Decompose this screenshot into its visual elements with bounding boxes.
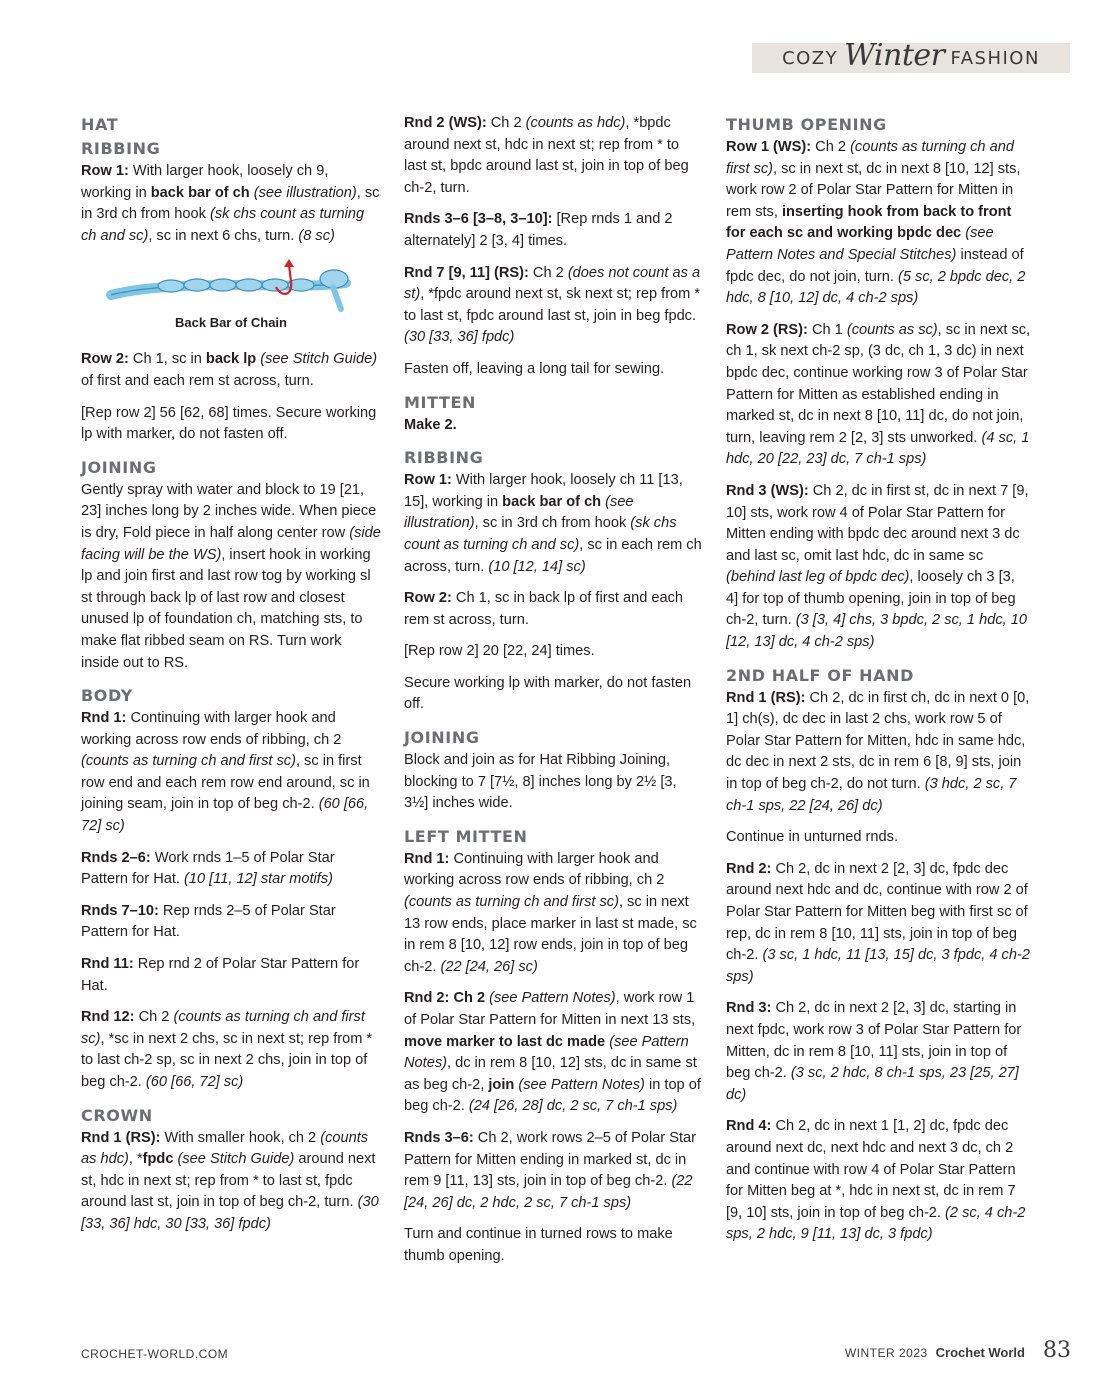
thumb-rnd3: Rnd 3 (WS): Ch 2, dc in first st, dc in next 7 [9, 10] sts, work row 4 of Polar Star Pattern for Mitten ending with bpdc dec around next 3 dc and last sc, omit last hdc, dc in same sc (behind last leg of bpdc dec), loosely ch 3 [3, 4] for top of thumb opening, join in top of beg ch-2, turn. (3 [3, 4] chs, 3 bpdc, 2 sc, 1 hdc, 10 [12, 13] dc, 4 ch-2 sps) (726, 482, 1029, 651)
hat-ribbing-repeat: [Rep row 2] 56 [62, 68] times. Secure working lp with marker, do not fasten off. (81, 404, 377, 443)
mitten-ribbing-repeat: [Rep row 2] 20 [22, 24] times. (404, 643, 595, 660)
column-1 (81, 113, 381, 1246)
hat-ribbing-heading: RIBBING (81, 139, 161, 158)
thumb-opening-heading: THUMB OPENING (726, 115, 887, 134)
body-rnd1: Rnd 1: Continuing with larger hook and working across row ends of ribbing, ch 2 (counts as turning ch and first sc), sc in first row end and each rem row end around, sc in joining seam, join in top of beg ch-2. (60 [66, 72] sc) (81, 710, 370, 835)
crown-fasten-off: Fasten off, leaving a long tail for sewing. (404, 360, 665, 377)
mitten-heading: MITTEN (404, 392, 476, 412)
body-rnd11: Rnd 11: Rep rnd 2 of Polar Star Pattern for Hat. (81, 956, 360, 994)
hand-rnd3: Rnd 3: Ch 2, dc in next 2 [2, 3] dc, starting in next fpdc, work row 3 of Polar Star Pattern for Mitten, dc in rem 8 [10, 11] sts, join in top of beg ch-2. (3 sc, 2 hdc, 8 ch-1 sps, 23 [25, 27] dc) (726, 1000, 1022, 1103)
footer-issue (845, 1338, 1071, 1363)
left-mitten-heading: LEFT MITTEN (404, 826, 528, 846)
crown-rnds-3-6: Rnds 3–6 [3–8, 3–10]: [Rep rnds 1 and 2 alternately] 2 [3, 4] times. (404, 211, 673, 249)
mitten-ribbing-row2: Row 2: Ch 1, sc in back lp of first and each rem st across, turn. (404, 590, 684, 628)
body-rnds-7-10: Rnds 7–10: Rep rnds 2–5 of Polar Star Pattern for Hat. (81, 902, 336, 941)
second-half-heading: 2ND HALF OF HAND (726, 665, 914, 685)
crown-heading: CROWN (81, 1105, 153, 1125)
hand-unturned: Continue in unturned rnds. (726, 829, 898, 846)
mitten-ribbing-secure: Secure working lp with marker, do not fasten off. (404, 674, 692, 713)
hand-rnd4: Rnd 4: Ch 2, dc in next 1 [1, 2] dc, fpdc dec around next dc, next hdc and next 3 dc, ch 2 and continue with row 4 of Polar Star Pattern for Mitten beg at *, hdc in next st, dc in rem 7 [9, 10] sts, join in top of beg ch-2. (2 sc, 4 ch-2 sps, 2 hdc, 9 [11, 13] dc, 3 fpdc) (726, 1118, 1026, 1243)
hat-heading: HAT (81, 115, 119, 134)
mitten-joining-heading: JOINING (404, 728, 480, 748)
thumb-row1: Row 1 (WS): Ch 2 (counts as turning ch and first sc), sc in next st, dc in next 8 [10, 12] sts, work row 2 of Polar Star Pattern for Mitten in rem sts, inserting hook from back to front for each sc and working bpdc dec (see Pattern Notes and Special Stitches) instead of fpdc dec, do not join, turn. (5 sc, 2 bpdc dec, 2 hdc, 8 [10, 12] dc, 4 ch-2 sps) (726, 139, 1026, 307)
crown-rnd7: Rnd 7 [9, 11] (RS): Ch 2 (does not count as a st), *fpdc around next st, sk next st; rep from * to last st, fpdc around last st, join in beg fpdc. (30 [33, 36] fpdc) (404, 264, 701, 346)
footer-magazine: Crochet World (935, 1345, 1025, 1360)
banner-fashion: FASHION (950, 47, 1040, 69)
mitten-make: Make 2. (404, 416, 457, 433)
column-3 (726, 113, 1031, 1256)
footer-issue-date: WINTER 2023 (844, 1346, 928, 1360)
hat-ribbing-row1: Row 1: With larger hook, loosely ch 9, working in back bar of ch (see illustration), sc in 3rd ch from hook (sk chs count as turning ch and sc), sc in next 6 chs, turn. (8 sc) (81, 163, 380, 244)
body-heading: BODY (81, 686, 133, 706)
banner-winter: Winter (844, 37, 945, 73)
footer-website: CROCHET-WORLD.COM (81, 1347, 229, 1361)
body-rnds-2-6: Rnds 2–6: Work rnds 1–5 of Polar Star Pattern for Hat. (10 [11, 12] star motifs) (81, 849, 335, 888)
back-bar-illustration (81, 257, 381, 337)
left-mitten-rnds-3-6: Rnds 3–6: Ch 2, work rows 2–5 of Polar Star Pattern for Mitten ending in marked st, dc in rem 9 [11, 13] sts, join in top of beg ch-2. (22 [24, 26] dc, 2 hdc, 2 sc, 7 ch-1 sps) (404, 1129, 696, 1211)
left-mitten-rnd2: Rnd 2: Ch 2 (see Pattern Notes), work row 1 of Polar Star Pattern for Mitten in next 13 sts, move marker to last dc made (see Pattern Notes), dc in rem 8 [10, 12] sts, dc in same st as beg ch-2, join (see Pattern Notes) in top of beg ch-2. (24 [26, 28] dc, 2 sc, 7 ch-1 sps) (404, 990, 701, 1115)
page-number: 83 (1043, 1338, 1071, 1363)
mitten-ribbing-heading: RIBBING (404, 448, 484, 468)
section-banner (752, 37, 1070, 73)
illustration-caption: Back Bar of Chain (175, 315, 287, 331)
hat-joining-text: Gently spray with water and block to 19 [21, 23] inches long by 2 inches wide. When piece is dry, Fold piece in half along center row (side facing will be the WS), insert hook in working lp and join first and last row tog by working sl st through back lp of last row and closest unused lp of foundation ch, matching sts, to make flat ribbed seam on RS. Turn work inside out to RS. (81, 481, 381, 671)
left-mitten-rnd1: Rnd 1: Continuing with larger hook and working across row ends of ribbing, ch 2 (counts as turning ch and first sc), sc in next 13 row ends, place marker in last st made, sc in rem 8 [10, 12] row ends, join in top of beg ch-2. (22 [24, 26] sc) (404, 850, 697, 975)
crown-rnd1: Rnd 1 (RS): With smaller hook, ch 2 (counts as hdc), *fpdc (see Stitch Guide) around next st, hdc in next st; rep from * to last st, fpdc around last st, join in top of beg ch-2, turn. (30 [33, 36] hdc, 30 [33, 36] fpdc) (81, 1129, 379, 1232)
banner-cozy: COZY (782, 47, 839, 69)
left-mitten-turn: Turn and continue in turned rows to make thumb opening. (404, 1226, 673, 1264)
mitten-ribbing-row1: Row 1: With larger hook, loosely ch 11 [13, 15], working in back bar of ch (see illustration), sc in 3rd ch from hook (sk chs count as turning ch and sc), sc in each rem ch across, turn. (10 [12, 14] sc) (404, 472, 702, 575)
body-rnd12: Rnd 12: Ch 2 (counts as turning ch and first sc), *sc in next 2 chs, sc in next st; rep from * to last ch-2 sp, sc in next 2 chs, join in top of beg ch-2. (60 [66, 72] sc) (81, 1009, 373, 1090)
hand-rnd2: Rnd 2: Ch 2, dc in next 2 [2, 3] dc, fpdc dec around next hdc and dc, continue with row 2 of Polar Star Pattern for Mitten beg with first sc of rep, dc in rem 8 [10, 11] sts, join in top of beg ch-2. (3 sc, 1 hdc, 11 [13, 15] dc, 3 fpdc, 4 ch-2 sps) (726, 860, 1030, 985)
hat-joining-heading: JOINING (81, 457, 157, 477)
thumb-row2: Row 2 (RS): Ch 1 (counts as sc), sc in next sc, ch 1, sk next ch-2 sp, (3 dc, ch 1, 3 dc) in next bpdc dec, continue working row 3 of Polar Star Pattern for Mitten as established ending in marked st, dc in next 8 [10, 11] dc, do not join, turn, leaving rem 2 [2, 3] sts unworked. (4 sc, 1 hdc, 20 [22, 23] dc, 7 ch-1 sps) (726, 321, 1031, 468)
mitten-joining-text: Block and join as for Hat Ribbing Joining, blocking to 7 [7½, 8] inches long by 2½ [3, 3½] inches wide. (404, 752, 677, 812)
hat-ribbing-row2: Row 2: Ch 1, sc in back lp (see Stitch Guide) of first and each rem st across, turn. (81, 351, 378, 389)
hand-rnd1: Rnd 1 (RS): Ch 2, dc in first ch, dc in next 0 [0, 1] ch(s), dc dec in last 2 chs, work row 5 of Polar Star Pattern for Mitten, hdc in same hdc, dc dec in next 2 sts, dc in rem 6 [8, 9] sts, join in top of beg ch-2, do not turn. (3 hdc, 2 sc, 7 ch-1 sps, 22 [24, 26] dc) (726, 689, 1030, 814)
chain-stitch-icon (101, 257, 371, 315)
column-2 (404, 113, 704, 1278)
crown-rnd2: Rnd 2 (WS): Ch 2 (counts as hdc), *bpdc around next st, hdc in next st; rep from * to last st, bpdc around last st, join in top of beg ch-2, turn. (404, 115, 689, 196)
